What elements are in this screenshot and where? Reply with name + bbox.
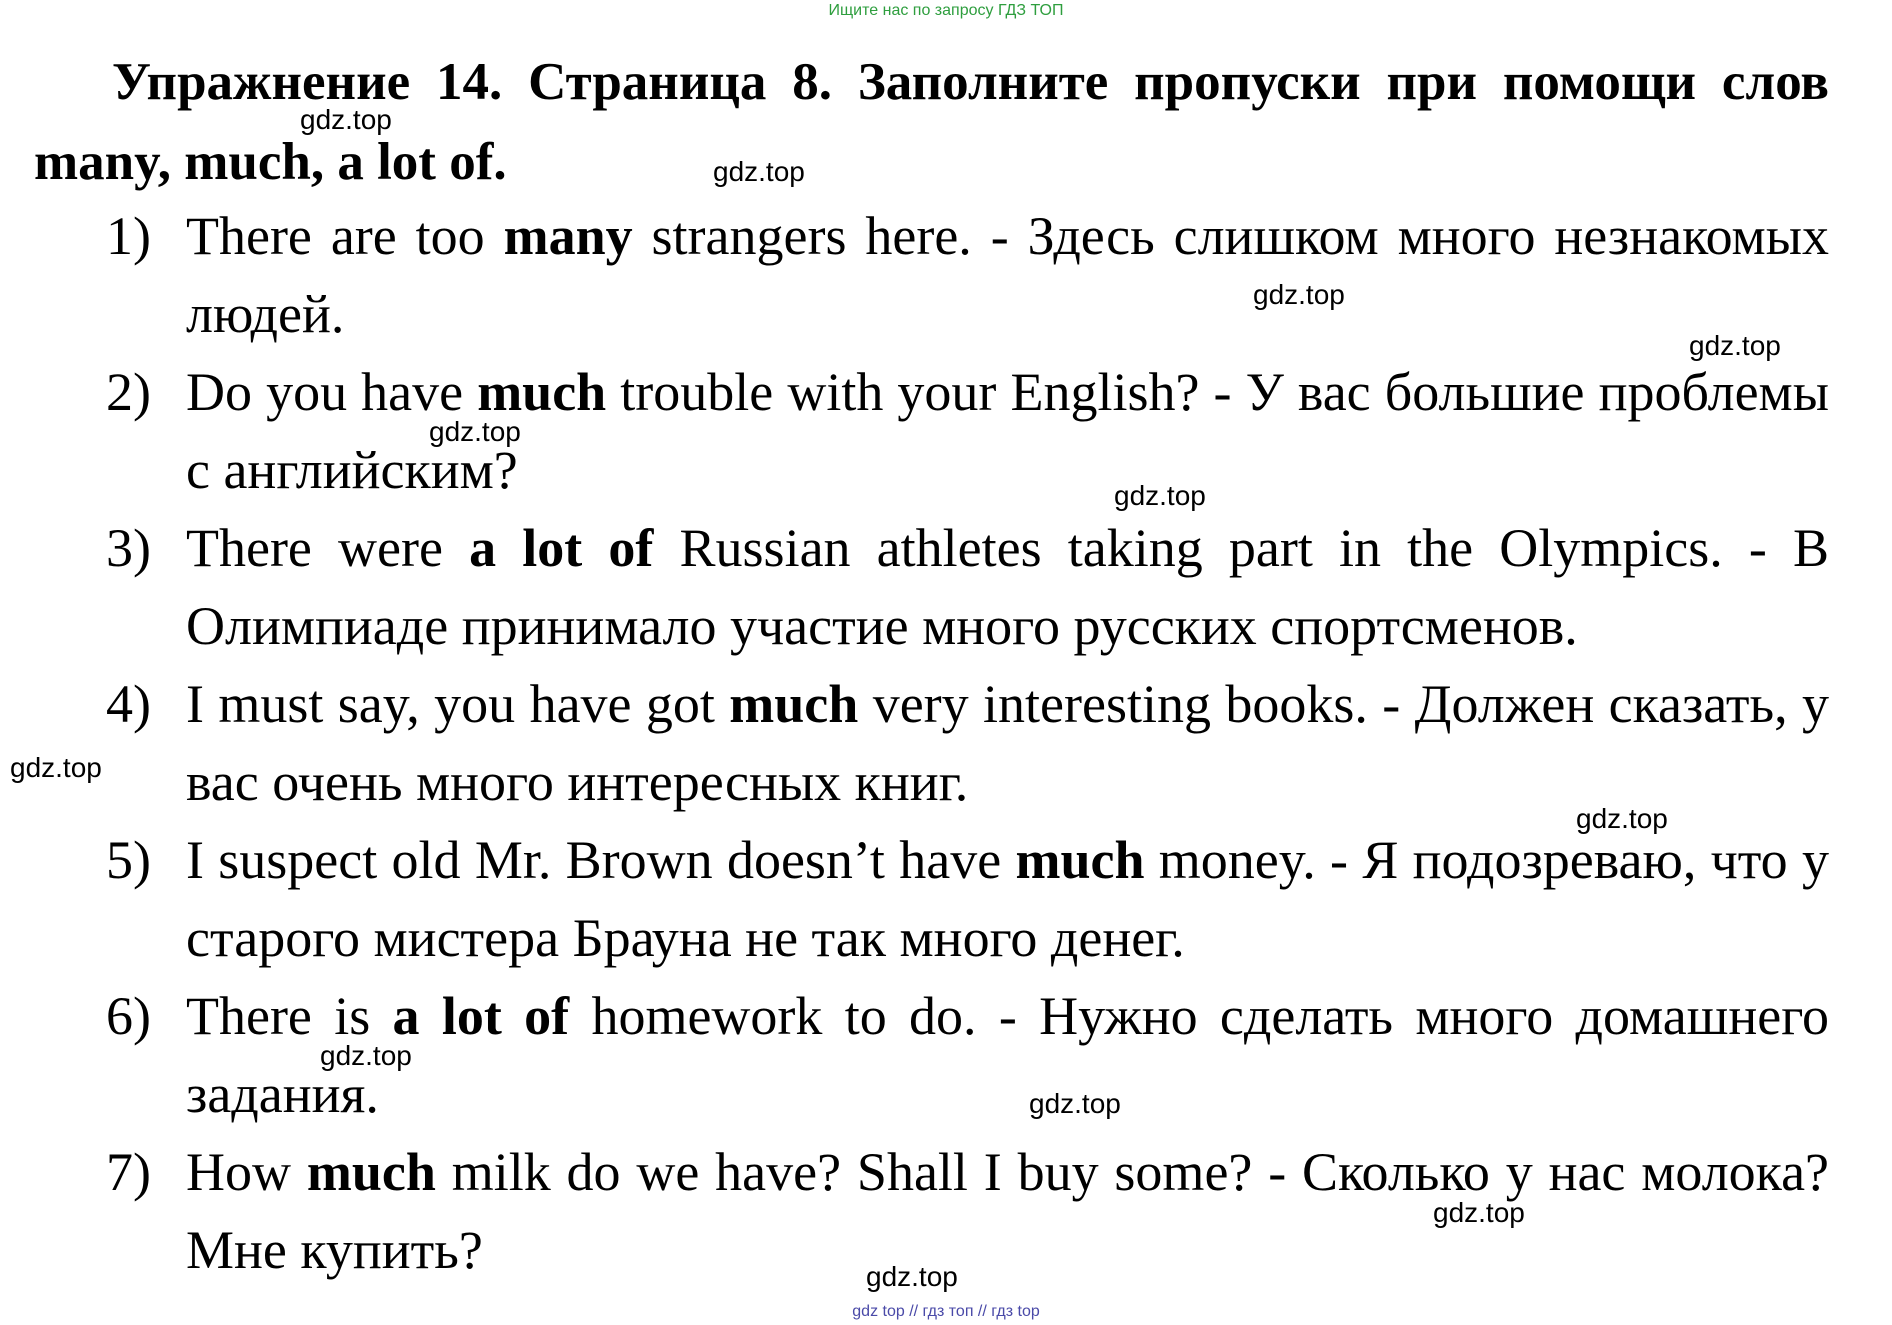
- list-item: [106, 197, 1829, 353]
- item-number: 6): [106, 986, 151, 1046]
- item-number: 1): [106, 206, 151, 266]
- answer-word: much: [477, 362, 607, 422]
- item-text: How much milk do we have? Shall I buy some? - Сколько у нас молока? Мне купить?: [186, 1142, 1830, 1280]
- watermark: gdz.top: [1029, 1088, 1121, 1119]
- watermark: gdz.top: [429, 416, 521, 447]
- watermark: gdz.top: [300, 104, 392, 135]
- exercise-title: Упражнение 14. Страница 8. Заполните пропуски при помощи слов many, much, a lot of.: [34, 53, 1829, 191]
- watermark: gdz.top: [1253, 279, 1345, 310]
- answer-word: much: [1015, 830, 1145, 890]
- watermark: gdz.top: [320, 1040, 412, 1071]
- item-number: 5): [106, 830, 151, 890]
- list-item: [106, 1133, 1829, 1289]
- answer-word: a lot of: [392, 986, 570, 1046]
- top-banner: Ищите нас по запросу ГДЗ ТОП: [828, 2, 1064, 19]
- watermark: gdz.top: [10, 752, 102, 783]
- list-item: [106, 509, 1829, 665]
- item-number: 3): [106, 518, 151, 578]
- item-text: I must say, you have got much very interesting books. - Должен сказать, у вас очень много интересных книг.: [186, 674, 1829, 812]
- item-number: 2): [106, 362, 151, 422]
- answer-word: much: [306, 1142, 436, 1202]
- answer-word: much: [729, 674, 859, 734]
- watermark: gdz.top: [1114, 480, 1206, 511]
- watermark: gdz.top: [1433, 1197, 1525, 1228]
- footer-text: gdz top // гдз топ // гдз top: [852, 1303, 1040, 1320]
- watermark: gdz.top: [1576, 803, 1668, 834]
- list-item: [106, 665, 1829, 821]
- item-text: Do you have much trouble with your English? - У вас большие проблемы с английским?: [186, 362, 1829, 500]
- item-text: There is a lot of homework to do. - Нужно сделать много домашнего задания.: [186, 986, 1830, 1124]
- watermark: gdz.top: [866, 1261, 958, 1292]
- exercise-list: [106, 197, 1829, 1289]
- answer-word: many: [503, 206, 633, 266]
- list-item: [106, 821, 1829, 977]
- watermark: gdz.top: [1689, 330, 1781, 361]
- list-item: [106, 353, 1829, 509]
- item-number: 4): [106, 674, 151, 734]
- watermark: gdz.top: [713, 156, 805, 187]
- answer-word: a lot of: [469, 518, 654, 578]
- item-text: There were a lot of Russian athletes taking part in the Olympics. - В Олимпиаде принимало участие много русских спортсменов.: [186, 518, 1829, 656]
- item-text: I suspect old Mr. Brown doesn’t have much money. - Я подозреваю, что у старого мистера Брауна не так много денег.: [186, 830, 1829, 968]
- item-number: 7): [106, 1142, 151, 1202]
- item-text: There are too many strangers here. - Здесь слишком много незнакомых людей.: [186, 206, 1830, 344]
